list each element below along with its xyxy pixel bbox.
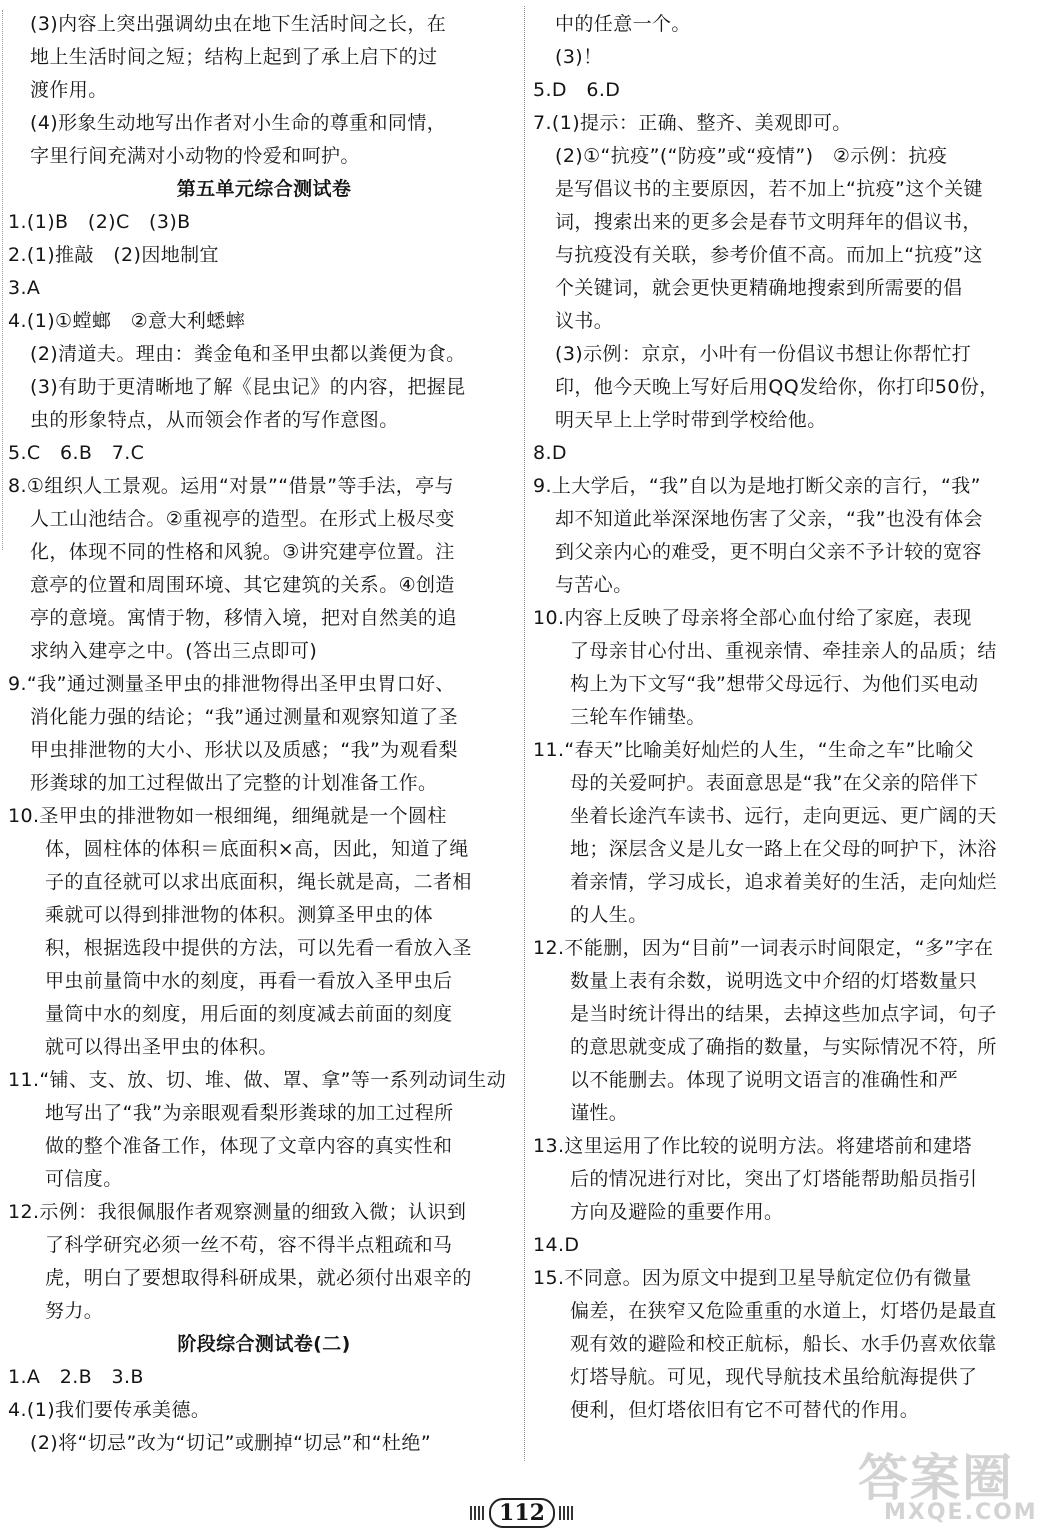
page-number-text: 112 xyxy=(489,1498,555,1528)
answer-line: 地写出了“我”为亲眼观看梨形粪球的加工过程所 xyxy=(45,1102,454,1124)
answer-line: 人工山池结合。②重视亭的造型。在形式上极尽变 xyxy=(30,508,455,530)
answer-line: 虎，明白了要想取得科研成果，就必须付出艰辛的 xyxy=(45,1267,472,1289)
answer-line: 灯塔导航。可见，现代导航技术虽给航海提供了 xyxy=(570,1366,978,1388)
answer-line: 4.(1)我们要传承美德。 xyxy=(8,1399,211,1421)
answer-line: 8.①组织人工景观。运用“对景”“借景”等手法，亭与 xyxy=(8,475,454,497)
answer-line: 10.内容上反映了母亲将全部心血付给了家庭，表现 xyxy=(533,607,972,629)
answer-line: 渡作用。 xyxy=(30,79,108,101)
page-number-right-ornament xyxy=(559,1506,574,1520)
answer-line: 乘就可以得到排泄物的体积。测算圣甲虫的体 xyxy=(45,904,434,926)
answer-line: 5.D 6.D xyxy=(533,79,621,101)
answer-line: 11.“铺、支、放、切、堆、做、罩、拿”等一系列动词生动 xyxy=(8,1069,507,1091)
answer-line: (2)清道夫。理由：粪金龟和圣甲虫都以粪便为食。 xyxy=(30,343,466,365)
answer-line: 是当时统计得出的结果，去掉这些加点字词，句子 xyxy=(570,1003,997,1025)
answer-line: 与抗疫没有关联，参考价值不高。而加上“抗疫”这 xyxy=(555,244,983,266)
answer-line: 地；深层含义是儿女一路上在父母的呵护下，沐浴 xyxy=(570,838,997,860)
answer-line: 词，搜索出来的更多会是春节文明拜年的倡议书， xyxy=(555,211,982,233)
answer-line: 体，圆柱体的体积＝底面积×高，因此，知道了绳 xyxy=(45,838,469,860)
answer-line: 量筒中水的刻度，用后面的刻度减去前面的刻度 xyxy=(45,1003,453,1025)
answer-line: (2)①“抗疫”(“防疫”或“疫情”) ②示例：抗疫 xyxy=(555,145,948,167)
section-title: 第五单元综合测试卷 xyxy=(176,178,352,200)
answer-line: 的意思就变成了确指的数量，与实际情况不符，所 xyxy=(570,1036,997,1058)
answer-line: 甲虫前量筒中水的刻度，再看一看放入圣甲虫后 xyxy=(45,970,453,992)
answer-line: 与苦心。 xyxy=(555,574,633,596)
answer-line: 后的情况进行对比，突出了灯塔能帮助船员指引 xyxy=(570,1168,978,1190)
answer-line: 了母亲甘心付出、重视亲情、牵挂亲人的品质；结 xyxy=(570,640,997,662)
answer-line: 做的整个准备工作，体现了文章内容的真实性和 xyxy=(45,1135,453,1157)
answer-line: 11.“春天”比喻美好灿烂的人生，“生命之车”比喻父 xyxy=(533,739,974,761)
answer-line: 亭的意境。寓情于物，移情入境，把对自然美的追 xyxy=(30,607,457,629)
page-number xyxy=(470,1496,574,1530)
answer-line: 1.A 2.B 3.B xyxy=(8,1366,144,1388)
answer-line: (3)有助于更清晰地了解《昆虫记》的内容，把握昆 xyxy=(30,376,466,398)
answer-line: 4.(1)①螳螂 ②意大利蟋蟀 xyxy=(8,310,246,332)
answer-line: 地上生活时间之短；结构上起到了承上启下的过 xyxy=(30,46,438,68)
answer-line: 就可以得出圣甲虫的体积。 xyxy=(45,1036,278,1058)
answer-line: 的人生。 xyxy=(570,904,648,926)
answer-line: (2)将“切忌”改为“切记”或删掉“切忌”和“杜绝” xyxy=(30,1432,432,1454)
answer-line: 12.不能删，因为“目前”一词表示时间限定，“多”字在 xyxy=(533,937,994,959)
answer-line: 方向及避险的重要作用。 xyxy=(570,1201,784,1223)
answer-line: 15.不同意。因为原文中提到卫星导航定位仍有微量 xyxy=(533,1267,972,1289)
answer-line: 甲虫排泄物的大小、形状以及质感；“我”为观看梨 xyxy=(30,739,458,761)
answer-line: 偏差，在狭窄又危险重重的水道上，灯塔仍是最直 xyxy=(570,1300,997,1322)
answer-line: 7.(1)提示：正确、整齐、美观即可。 xyxy=(533,112,852,134)
answer-line: 着亲情，学习成长，追求着美好的生活，走向灿烂 xyxy=(570,871,997,893)
answer-line: 印，他今天晚上写好后用QQ发给你，你打印50份， xyxy=(555,376,999,398)
answer-line: 数量上表有余数，说明选文中介绍的灯塔数量只 xyxy=(570,970,978,992)
answer-line: 2.(1)推敲 (2)因地制宜 xyxy=(8,244,219,266)
answer-line: 13.这里运用了作比较的说明方法。将建塔前和建塔 xyxy=(533,1135,972,1157)
answer-line: 14.D xyxy=(533,1234,580,1256)
page-number-left-ornament xyxy=(470,1506,485,1520)
watermark-logo xyxy=(858,1438,1038,1532)
answer-line: 谨性。 xyxy=(570,1102,629,1124)
watermark-url: MXQE.COM xyxy=(884,1500,1038,1525)
answer-line: 10.圣甲虫的排泄物如一根细绳，细绳就是一个圆柱 xyxy=(8,805,447,827)
answer-line: 消化能力强的结论；“我”通过测量和观察知道了圣 xyxy=(30,706,458,728)
answer-line: 议书。 xyxy=(555,310,614,332)
binding-edge-dots xyxy=(2,10,3,550)
answer-line: 形粪球的加工过程做出了完整的计划准备工作。 xyxy=(30,772,438,794)
answer-line: 12.示例：我很佩服作者观察测量的细致入微；认识到 xyxy=(8,1201,467,1223)
watermark-title: 答案圈 xyxy=(858,1448,1014,1507)
answer-line: 9.上大学后，“我”自以为是地打断父亲的言行，“我” xyxy=(533,475,981,497)
answer-line: 求纳入建亭之中。(答出三点即可) xyxy=(30,640,318,662)
answer-line: (4)形象生动地写出作者对小生命的尊重和同情， xyxy=(30,112,447,134)
answer-line: 9.“我”通过测量圣甲虫的排泄物得出圣甲虫胃口好、 xyxy=(8,673,455,695)
answer-line: 1.(1)B (2)C (3)B xyxy=(8,211,191,233)
answer-line: (3)内容上突出强调幼虫在地下生活时间之长，在 xyxy=(30,13,447,35)
answer-line: 观有效的避险和校正航标，船长、水手仍喜欢依靠 xyxy=(570,1333,997,1355)
answer-line: 化，体现不同的性格和风貌。③讲究建亭位置。注 xyxy=(30,541,455,563)
answer-line: 5.C 6.B 7.C xyxy=(8,442,145,464)
answer-line: 是写倡议书的主要原因，若不加上“抗疫”这个关键 xyxy=(555,178,983,200)
answer-line: 明天早上上学时带到学校给他。 xyxy=(555,409,827,431)
answer-line: 子的直径就可以求出底面积，绳长就是高，二者相 xyxy=(45,871,472,893)
answer-line: 个关键词，就会更快更精确地搜索到所需要的倡 xyxy=(555,277,963,299)
answer-line: 中的任意一个。 xyxy=(555,13,691,35)
answer-line: 可信度。 xyxy=(45,1168,123,1190)
column-divider xyxy=(524,6,525,1461)
answer-line: 虫的形象特点，从而领会作者的写作意图。 xyxy=(30,409,399,431)
answer-line: 了科学研究必须一丝不苟，容不得半点粗疏和马 xyxy=(45,1234,453,1256)
section-title: 阶段综合测试卷(二) xyxy=(177,1333,351,1355)
answer-line: 3.A xyxy=(8,277,41,299)
answer-line: 到父亲内心的难受，更不明白父亲不予计较的宽容 xyxy=(555,541,982,563)
answer-line: 积，根据选段中提供的方法，可以先看一看放入圣 xyxy=(45,937,472,959)
left-column xyxy=(8,8,520,1460)
answer-line: 意亭的位置和周围环境、其它建筑的关系。④创造 xyxy=(30,574,455,596)
answer-line: 坐着长途汽车读书、远行，走向更远、更广阔的天 xyxy=(570,805,997,827)
answer-line: 便利，但灯塔依旧有它不可替代的作用。 xyxy=(570,1399,920,1421)
answer-line: 8.D xyxy=(533,442,567,464)
answer-line: 却不知道此举深深地伤害了父亲，“我”也没有体会 xyxy=(555,508,983,530)
answer-line: 母的关爱呵护。表面意思是“我”在父亲的陪伴下 xyxy=(570,772,979,794)
answer-line: 以不能删去。体现了说明文语言的准确性和严 xyxy=(570,1069,959,1091)
answer-line: 构上为下文写“我”想带父母远行、为他们买电动 xyxy=(570,673,979,695)
answer-line: 三轮车作铺垫。 xyxy=(570,706,706,728)
answer-line: (3)！ xyxy=(555,46,603,68)
right-column xyxy=(533,8,1033,1427)
answer-line: 字里行间充满对小动物的怜爱和呵护。 xyxy=(30,145,360,167)
answer-line: 努力。 xyxy=(45,1300,104,1322)
answer-line: (3)示例：京京，小叶有一份倡议书想让你帮忙打 xyxy=(555,343,972,365)
